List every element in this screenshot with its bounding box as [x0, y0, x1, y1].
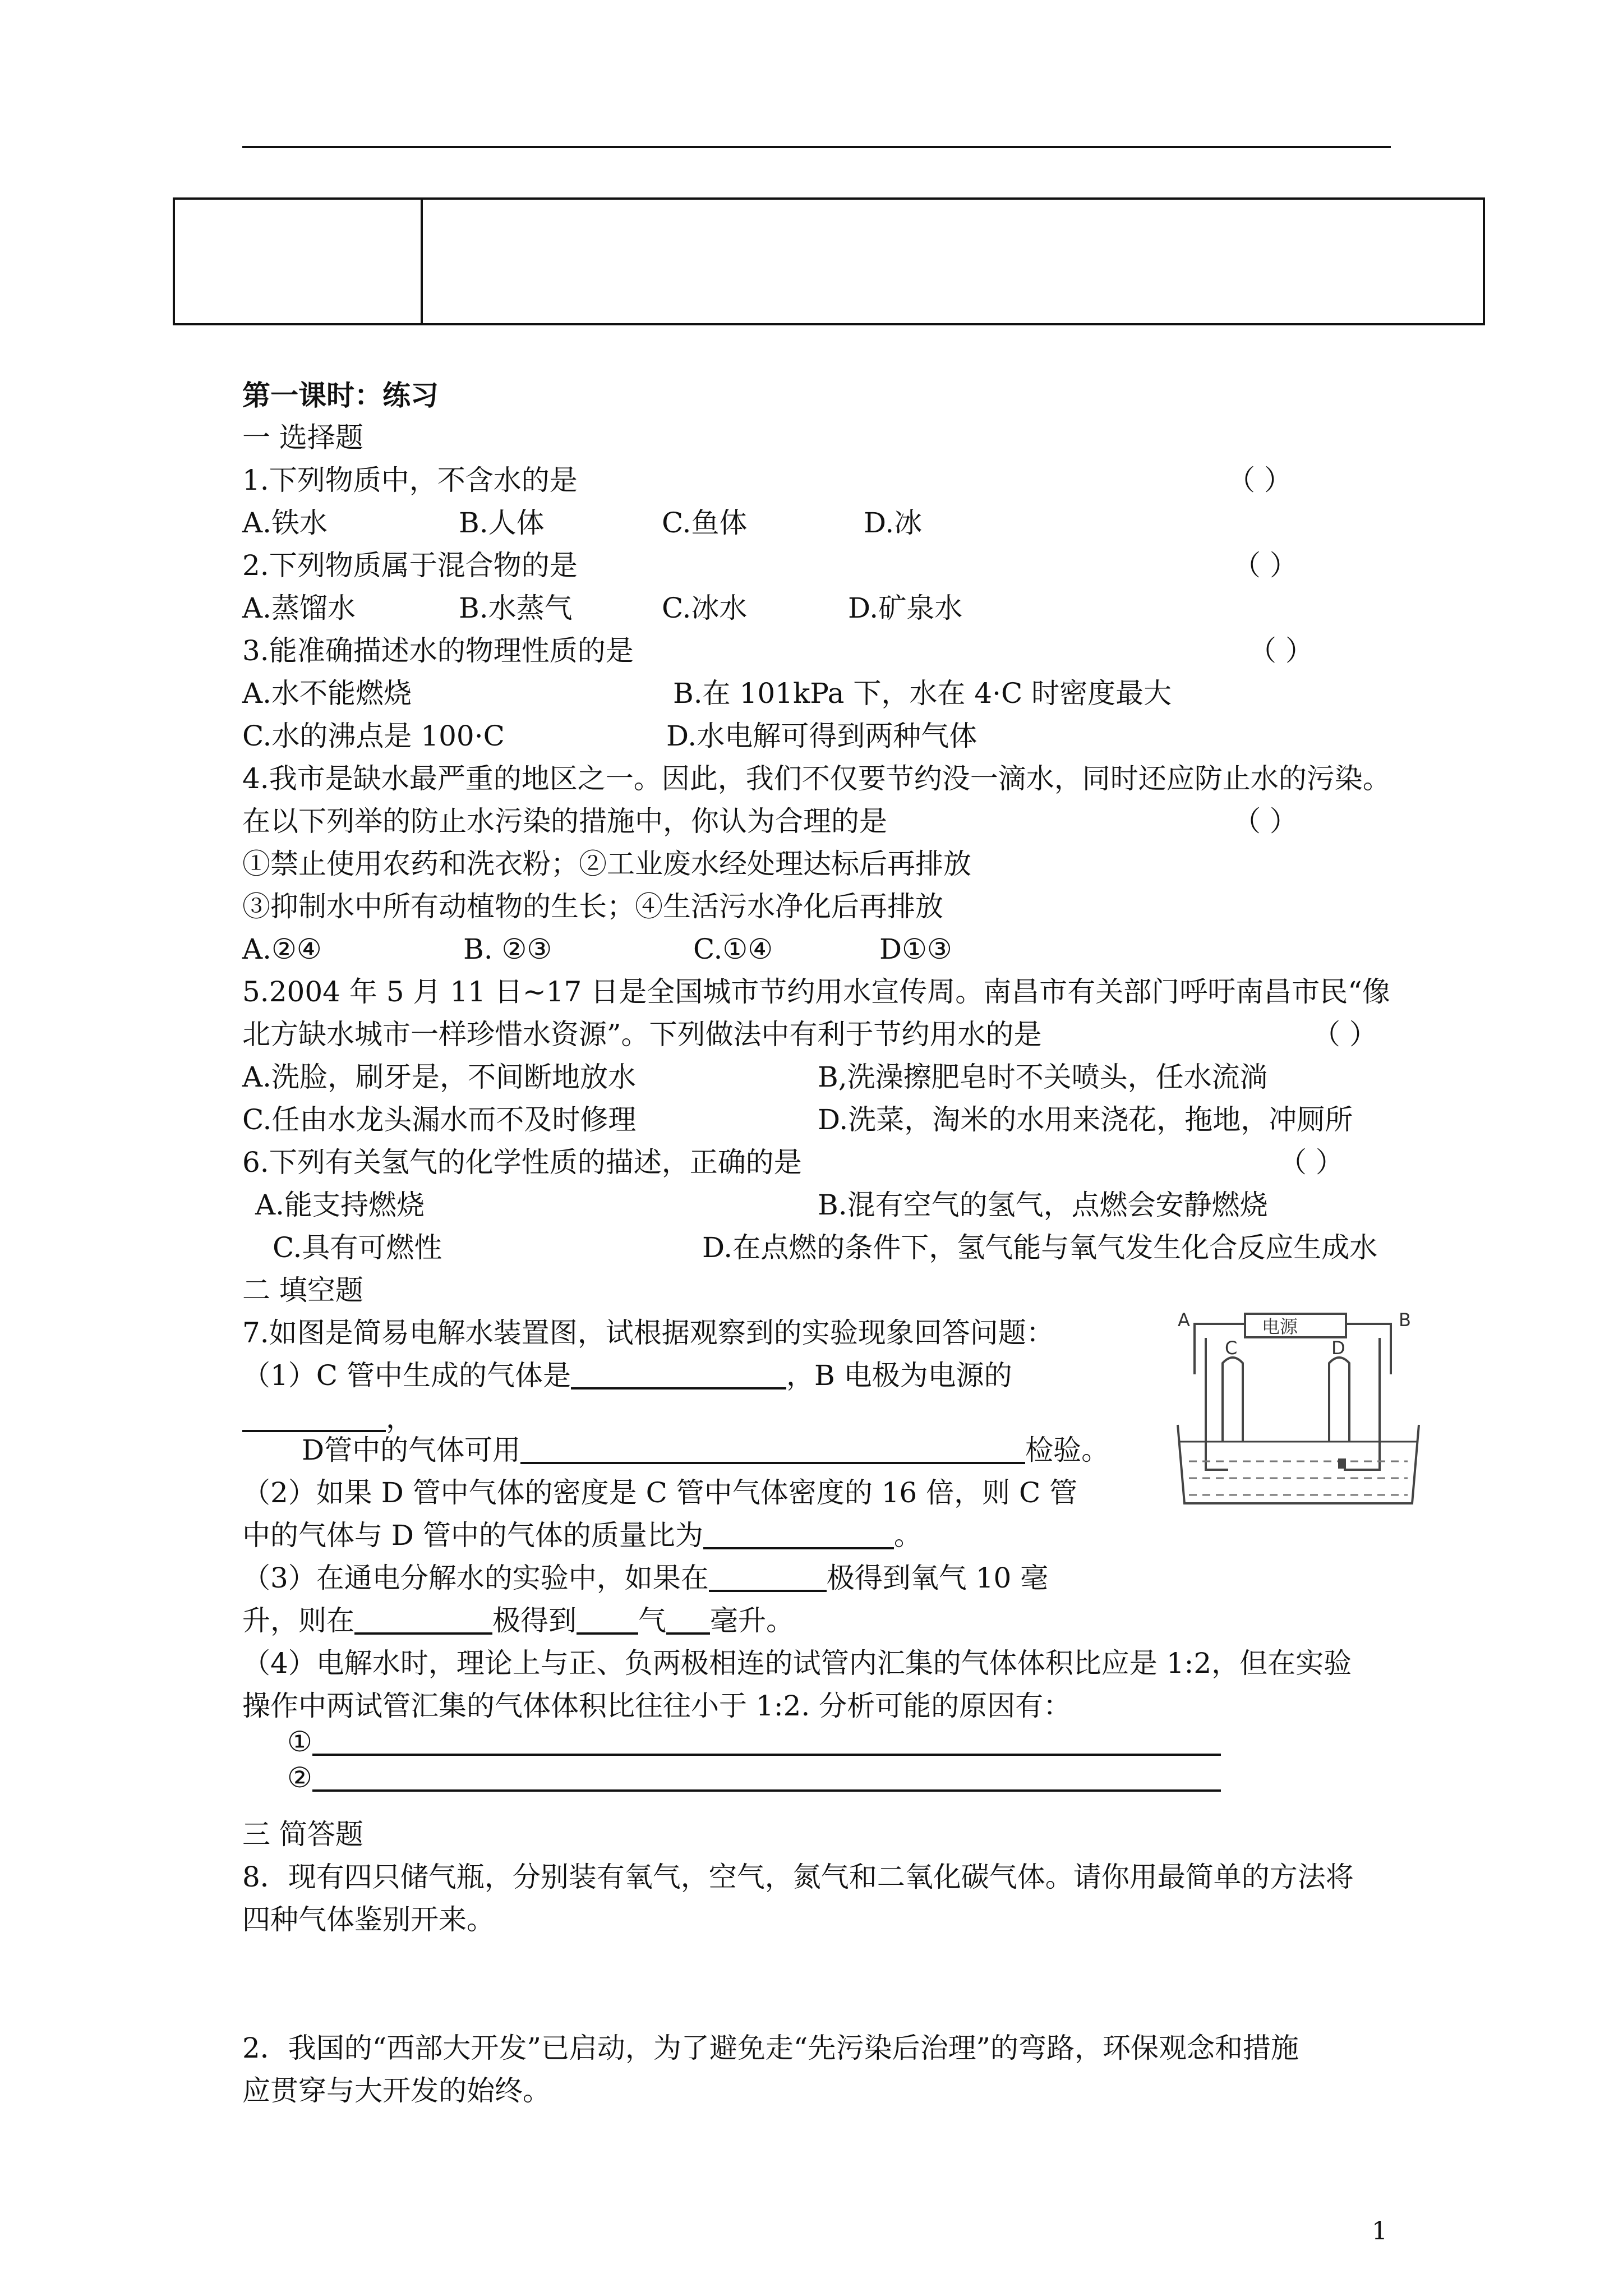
section-fill-heading: 二 填空题	[242, 1274, 363, 1306]
q4-measures-line2: ③抑制水中所有动植物的生长；④生活污水净化后再排放	[242, 890, 943, 923]
q6-answer-paren: （ ）	[1279, 1146, 1344, 1179]
q7-blank-gas[interactable]	[577, 1608, 638, 1635]
q1-answer-paren: （ ）	[1227, 464, 1292, 496]
q7-blank-reason-1[interactable]	[312, 1729, 1221, 1756]
q6-option-b: B.混有空气的氢气，点燃会安静燃烧	[818, 1189, 1268, 1221]
q4-stem-line2: 在以下列举的防止水污染的措施中，你认为合理的是	[242, 805, 887, 838]
q7-blank-b-electrode[interactable]	[242, 1405, 386, 1432]
q1-stem: 1.下列物质中，不含水的是	[242, 464, 578, 496]
q7-blank-volume[interactable]	[666, 1608, 710, 1635]
q5-option-b: B,洗澡擦肥皂时不关喷头，任水流淌	[818, 1061, 1268, 1093]
q5-stem-line1: 5.2004 年 5 月 11 日~17 日是全国城市节约用水宣传周。南昌市有关部门呼吁南昌市民“像	[242, 976, 1390, 1008]
q5-option-a: A.洗脸，刷牙是，不间断地放水	[242, 1061, 637, 1093]
q3-option-b: B.在 101kPa 下，水在 4·C 时密度最大	[673, 677, 1172, 710]
q7-part1-text-e: 检验。	[1025, 1434, 1110, 1466]
q9-stem-line2: 应贯穿与大开发的始终。	[242, 2074, 551, 2107]
figure-label-b: B	[1399, 1309, 1411, 1331]
q4-option-c: C.①④	[693, 933, 773, 965]
q6-option-d: D.在点燃的条件下，氢气能与氧气发生化合反应生成水	[702, 1231, 1378, 1264]
q4-answer-paren: （ ）	[1233, 805, 1298, 838]
q7-part3-text-d: 极得到	[492, 1604, 577, 1637]
q2-answer-paren: （ ）	[1233, 549, 1298, 582]
q7-part1-text-c: ，	[386, 1402, 414, 1434]
q4-option-b: B. ②③	[463, 933, 552, 965]
section-choice-heading: 一 选择题	[242, 421, 363, 454]
q1-option-d: D.冰	[864, 507, 923, 539]
header-table	[173, 197, 1485, 325]
q7-part3-text-f: 毫升。	[710, 1604, 794, 1637]
q3-answer-paren: （ ）	[1248, 634, 1313, 667]
q7-blank-reason-2[interactable]	[312, 1765, 1221, 1792]
q9-stem-line1: 2．我国的“西部大开发”已启动，为了避免走“先污染后治理”的弯路，环保观念和措施	[242, 2032, 1299, 2064]
q7-reason-1	[287, 1728, 1221, 1756]
q4-option-d: D①③	[879, 933, 952, 965]
header-table-divider	[421, 200, 423, 323]
q2-option-d: D.矿泉水	[848, 592, 963, 624]
q7-part1-line1	[242, 1359, 1012, 1392]
figure-label-d: D	[1331, 1337, 1345, 1359]
q7-blank-c-gas[interactable]	[571, 1363, 786, 1389]
q7-part1-line3	[302, 1436, 1109, 1464]
section-short-answer-heading: 三 简答题	[242, 1818, 363, 1851]
q7-part2-text-c: 。	[893, 1519, 922, 1552]
q2-stem: 2.下列物质属于混合物的是	[242, 549, 578, 582]
q7-part3-text-e: 气	[638, 1604, 666, 1637]
q6-option-a: A.能支持燃烧	[255, 1189, 425, 1221]
q1-option-b: B.人体	[459, 507, 545, 539]
q7-part1-line2	[242, 1404, 414, 1432]
figure-label-a: A	[1178, 1309, 1190, 1331]
q7-part2-text-b: 中的气体与 D 管中的气体的质量比为	[242, 1519, 703, 1552]
q7-part3-line1	[242, 1564, 1048, 1592]
q7-part2-line2	[242, 1519, 922, 1552]
q7-part2-line1: （2）如果 D 管中气体的密度是 C 管中气体密度的 16 倍，则 C 管	[242, 1476, 1078, 1509]
figure-label-c: C	[1225, 1337, 1238, 1359]
q7-part4-line2: 操作中两试管汇集的气体体积比往往小于 1:2. 分析可能的原因有：	[242, 1690, 1072, 1722]
q7-part3-text-b: 极得到氧气 10 毫	[826, 1562, 1049, 1594]
q7-blank-electrode-2[interactable]	[354, 1608, 492, 1635]
q7-part3-line2	[242, 1604, 794, 1637]
q7-part3-text-a: （3）在通电分解水的实验中，如果在	[242, 1562, 709, 1594]
q7-reason-2-marker: ②	[287, 1761, 312, 1794]
q4-option-a: A.②④	[242, 933, 322, 965]
electrolysis-apparatus-figure	[1172, 1307, 1424, 1515]
q1-option-c: C.鱼体	[662, 507, 748, 539]
q3-option-c: C.水的沸点是 100·C	[242, 720, 505, 752]
q7-blank-mass-ratio[interactable]	[703, 1522, 894, 1549]
q7-reason-2	[287, 1761, 1221, 1794]
q3-stem: 3.能准确描述水的物理性质的是	[242, 634, 634, 667]
q1-option-a: A.铁水	[242, 507, 328, 539]
q8-stem-line2: 四种气体鉴别开来。	[242, 1903, 495, 1936]
page-number: 1	[1372, 2217, 1387, 2246]
q5-option-d: D.洗菜，淘米的水用来浇花，拖地，冲厕所	[818, 1103, 1353, 1136]
q5-stem-line2: 北方缺水城市一样珍惜水资源”。下列做法中有利于节约用水的是	[242, 1018, 1042, 1051]
q5-option-c: C.任由水龙头漏水而不及时修理	[242, 1103, 637, 1136]
q7-stem: 7.如图是简易电解水装置图，试根据观察到的实验现象回答问题：	[242, 1317, 1054, 1349]
q7-part1-text-a: （1）C 管中生成的气体是	[242, 1359, 571, 1392]
q2-option-a: A.蒸馏水	[242, 592, 356, 624]
header-rule	[242, 146, 1391, 148]
q3-option-d: D.水电解可得到两种气体	[666, 720, 978, 752]
q7-reason-1-marker: ①	[287, 1726, 312, 1758]
q4-stem-line1: 4.我市是缺水最严重的地区之一。因此，我们不仅要节约没一滴水，同时还应防止水的污染。	[242, 762, 1391, 795]
q7-part1-text-d: D管中的气体可用	[302, 1434, 521, 1466]
q6-stem: 6.下列有关氢气的化学性质的描述，正确的是	[242, 1146, 802, 1179]
q5-answer-paren: （ ）	[1312, 1018, 1377, 1051]
q6-option-c: C.具有可燃性	[273, 1231, 442, 1264]
q8-stem-line1: 8．现有四只储气瓶，分别装有氧气，空气，氮气和二氧化碳气体。请你用最简单的方法将	[242, 1861, 1354, 1893]
lesson-title: 第一课时：练习	[242, 379, 439, 412]
q7-blank-d-test[interactable]	[520, 1437, 1025, 1464]
figure-label-power: 电源	[1262, 1316, 1298, 1337]
q7-blank-electrode-1[interactable]	[709, 1565, 827, 1592]
q7-part3-text-c: 升，则在	[242, 1604, 354, 1637]
q4-measures-line1: ①禁止使用农药和洗衣粉；②工业废水经处理达标后再排放	[242, 848, 971, 880]
q7-part4-line1: （4）电解水时，理论上与正、负两极相连的试管内汇集的气体体积比应是 1:2，但在实验	[242, 1647, 1352, 1680]
q7-part1-text-b: ，B 电极为电源的	[786, 1359, 1012, 1392]
q2-option-c: C.冰水	[662, 592, 748, 624]
q3-option-a: A.水不能燃烧	[242, 677, 412, 710]
q2-option-b: B.水蒸气	[459, 592, 573, 624]
